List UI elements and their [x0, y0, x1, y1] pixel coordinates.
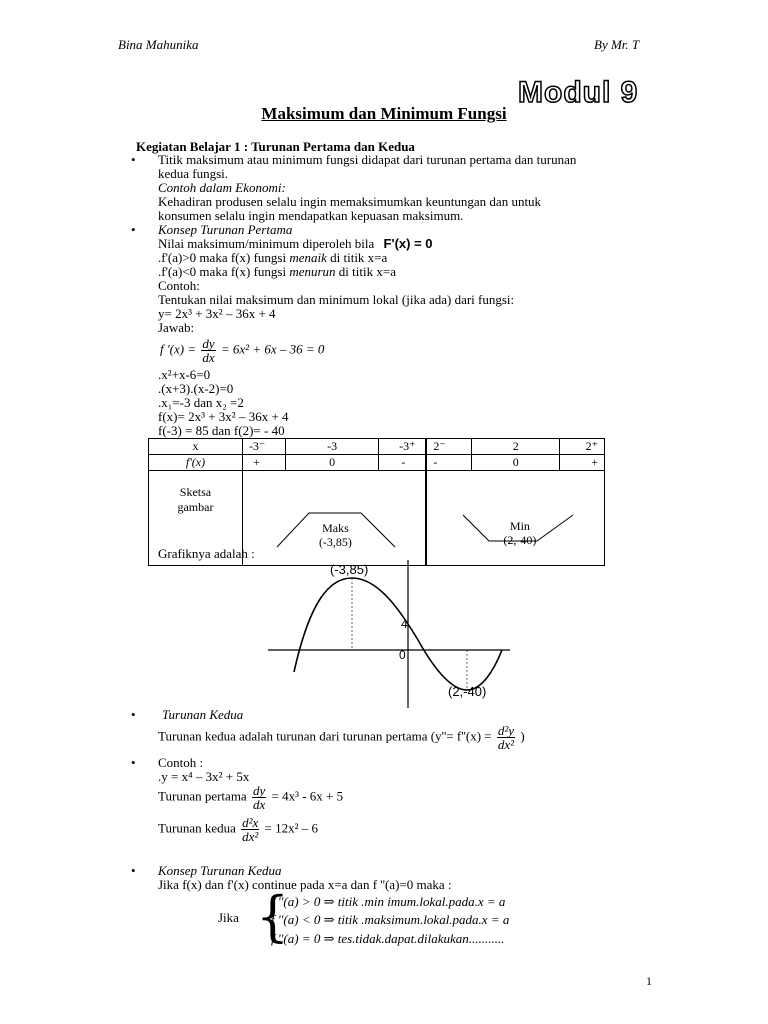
p4-contoh: Contoh : — [158, 755, 204, 770]
p1-line3: Kehadiran produsen selalu ingin memaksimumkan keuntungan dan untuk — [158, 194, 542, 209]
p2-derivative — [160, 337, 324, 364]
table-row — [149, 455, 605, 471]
table-cell: -3 — [286, 439, 379, 455]
p2-nilai-text: Nilai maksimum/minimum diperoleh bila — [158, 236, 375, 251]
p1-line1: Titik maksimum atau minimum fungsi didapat dari turunan pertama dan turunan — [158, 152, 577, 167]
page-number: 1 — [646, 974, 652, 988]
p5-case2: f ''(a) < 0 ⇒ titik .maksimum.lokal.pada.x = a — [271, 912, 510, 927]
p2-jawab: Jawab: — [158, 320, 195, 335]
p2-deriv-frac: $\frac{dy}{dx}$ — [202, 336, 215, 365]
p4-pertama-rhs: = 4x³ - 6x + 5 — [271, 788, 344, 804]
p4-pertama-frac — [252, 784, 266, 811]
p2-step2: .(x+3).(x-2)=0 — [158, 381, 234, 396]
maks-point: (-3,85) — [318, 535, 352, 549]
p3-frac — [497, 724, 515, 751]
p2-naik — [158, 251, 387, 265]
table-cell: 2⁺ — [560, 439, 605, 455]
p4-pertama-label: Turunan pertama — [158, 788, 247, 804]
bullet-1: • — [131, 152, 136, 167]
table-cell: x — [149, 439, 243, 455]
bullet-4: • — [131, 755, 136, 770]
p1-contoh-label: Contoh dalam Ekonomi: — [158, 180, 286, 195]
graph-label-4: 4 — [401, 617, 408, 631]
table-row — [149, 439, 605, 455]
p2-deriv-rhs: = 6x² + 6x – 36 = 0 — [220, 341, 325, 357]
p2-turun-b: menurun — [289, 264, 336, 279]
p5-jika: Jika — [218, 910, 239, 925]
p2-step5: f(-3) = 85 dan f(2)= - 40 — [158, 423, 285, 438]
header-right: By Mr. T — [594, 37, 640, 52]
p2-contoh: Contoh: — [158, 278, 200, 293]
p2-deriv-lhs: f '(x) = — [160, 341, 197, 357]
p4-kedua-label: Turunan kedua — [158, 820, 236, 836]
p5-heading: Konsep Turunan Kedua — [158, 863, 282, 878]
p2-turun-a: .f'(a)<0 maka f(x) fungsi — [158, 264, 287, 279]
table-cell: -3⁻ — [242, 439, 285, 455]
p2-nilai-eq: F'(x) = 0 — [383, 236, 433, 251]
graph-label-max: (-3,85) — [330, 562, 369, 577]
p1-line2: kedua fungsi. — [158, 166, 229, 181]
table-cell: + — [242, 455, 285, 471]
p4-kedua-frac — [241, 816, 259, 843]
table-cell-maks — [242, 471, 426, 566]
graph-caption: Grafiknya adalah : — [158, 546, 255, 561]
table-cell: 0 — [472, 455, 560, 471]
p4-kedua-rhs: = 12x² – 6 — [264, 820, 319, 836]
function-graph — [260, 560, 520, 710]
p2-turun — [158, 265, 396, 279]
p4-kedua-den: dx² — [242, 829, 259, 844]
graph-curve — [294, 578, 502, 690]
p2-fungsi: y= 2x³ + 3x² – 36x + 4 — [158, 306, 276, 321]
table-cell-min — [426, 471, 604, 566]
p2-turun-c: di titik x=a — [338, 264, 396, 279]
kegiatan-heading: Kegiatan Belajar 1 : Turunan Pertama dan Kedua — [136, 139, 415, 154]
p4-kedua — [158, 816, 318, 843]
table-cell: - — [426, 455, 471, 471]
table-cell: 2 — [472, 439, 560, 455]
p2-naik-b: menaik — [289, 250, 327, 265]
p4-fungsi: .y = x⁴ – 3x² + 5x — [158, 769, 250, 784]
p3-frac-num: d²y — [497, 723, 515, 738]
p3-text-a: Turunan kedua adalah turunan dari turunan pertama (y''= f''(x) = — [158, 728, 492, 744]
table-cell: 0 — [286, 455, 379, 471]
table-cell: 2⁻ — [426, 439, 471, 455]
p3-text-b: ) — [520, 728, 525, 744]
p1-line4: konsumen selalu ingin mendapatkan kepuasan maksimum. — [158, 208, 464, 223]
p5-case3: f ''(a) = 0 ⇒ tes.tidak.dapat.dilakukan........... — [271, 931, 505, 946]
p2-heading: Konsep Turunan Pertama — [158, 222, 293, 237]
graph-label-min: (2,-40) — [448, 684, 487, 699]
table-cell: + — [560, 455, 605, 471]
min-text: Min — [509, 519, 530, 533]
bullet-3: • — [131, 707, 136, 722]
maks-text: Maks — [322, 521, 349, 535]
p2-naik-a: .f'(a)>0 maka f(x) fungsi — [158, 250, 287, 265]
p2-step1: .x²+x-6=0 — [158, 367, 211, 382]
p2-step4: f(x)= 2x³ + 3x² – 36x + 4 — [158, 409, 289, 424]
p5-jika-line: Jika f(x) dan f'(x) continue pada x=a dan f ''(a)=0 maka : — [158, 877, 452, 892]
p2-soal: Tentukan nilai maksimum dan minimum lokal (jika ada) dari fungsi: — [158, 292, 515, 307]
table-cell: f'(x) — [149, 455, 243, 471]
header-left: Bina Mahunika — [118, 37, 199, 52]
graph-label-0: 0 — [399, 648, 406, 662]
p3-heading: Turunan Kedua — [162, 707, 244, 722]
min-point: (2,-40) — [503, 533, 537, 547]
page-title: Maksimum dan Minimum Fungsi — [261, 104, 507, 123]
modul-label: Modul 9 — [518, 76, 639, 109]
p4-pertama — [158, 784, 343, 811]
p5-brace: { — [256, 885, 290, 949]
table-cell: -3⁺ — [379, 439, 427, 455]
p3-text — [158, 724, 525, 751]
bullet-2: • — [131, 222, 136, 237]
p3-frac-den: dx² — [497, 737, 515, 752]
p5-case1: f ''(a) > 0 ⇒ titik .min imum.lokal.pada.x = a — [271, 894, 506, 909]
p4-pertama-den: dx — [252, 797, 266, 812]
p4-kedua-num: d²x — [242, 815, 259, 830]
p2-nilai — [158, 237, 433, 251]
min-label — [427, 519, 612, 547]
p4-pertama-num: dy — [252, 783, 266, 798]
p2-step3: .x₁=-3 dan x₂ =2 — [158, 395, 244, 410]
maks-label — [243, 521, 428, 549]
table-cell: - — [379, 455, 427, 471]
sketsa-label: Sketsa gambar — [177, 485, 214, 514]
p2-naik-c: di titik x=a — [330, 250, 388, 265]
bullet-5: • — [131, 863, 136, 878]
